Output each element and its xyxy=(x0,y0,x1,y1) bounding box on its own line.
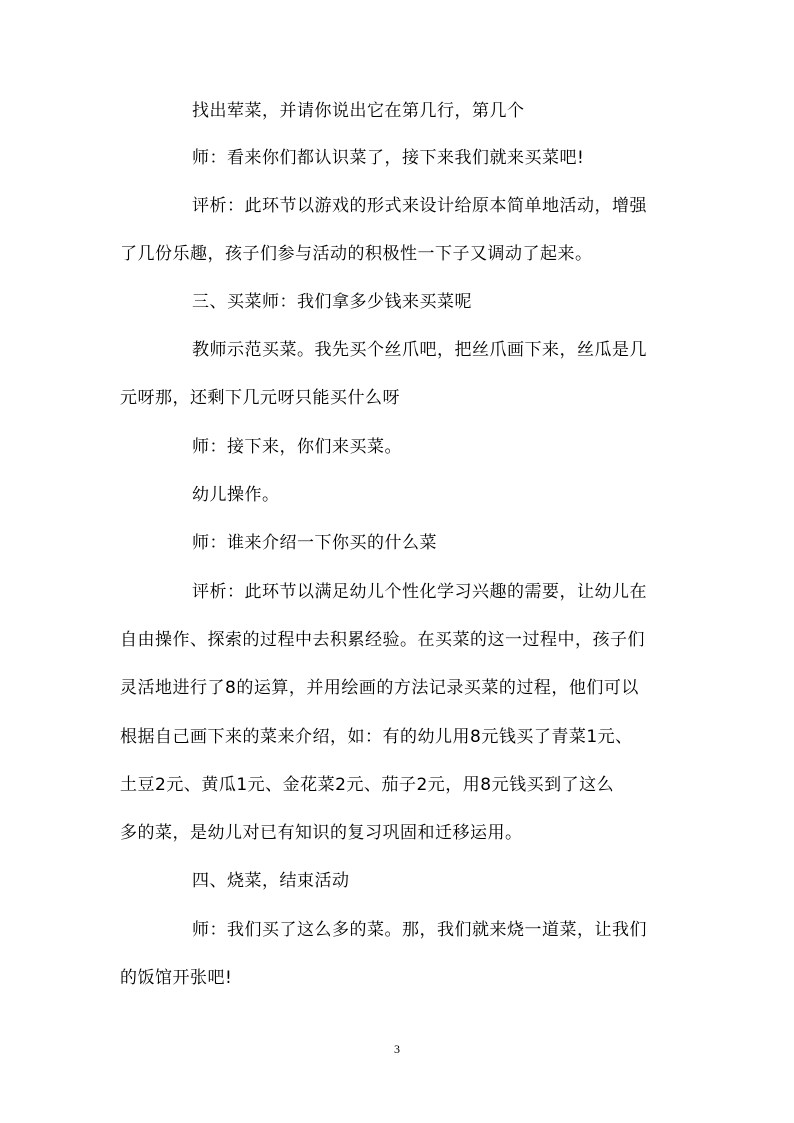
paragraph-line: 自由操作、探索的过程中去积累经验。在买菜的这一过程中，孩子们 xyxy=(120,630,645,650)
paragraph-line: 元呀那，还剩下几元呀只能买什么呀 xyxy=(120,388,400,408)
paragraph-line: 师：看来你们都认识菜了，接下来我们就来买菜吧! xyxy=(192,148,585,168)
paragraph-line: 教师示范买菜。我先买个丝爪吧，把丝爪画下来，丝瓜是几 xyxy=(192,340,647,360)
paragraph-line: 师：我们买了这么多的菜。那，我们就来烧一道菜，让我们 xyxy=(192,920,647,940)
paragraph-line: 找出荤菜，并请你说出它在第几行，第几个 xyxy=(192,101,525,121)
section-heading: 四、烧菜，结束活动 xyxy=(192,871,350,891)
paragraph-line: 幼儿操作。 xyxy=(192,485,280,505)
paragraph-line: 根据自己画下来的菜来介绍，如：有的幼儿用8元钱买了青菜1元、 xyxy=(120,727,633,747)
paragraph-line: 评析：此环节以游戏的形式来设计给原本简单地活动，增强 xyxy=(192,196,647,216)
page-number: 3 xyxy=(394,1042,400,1056)
paragraph-line: 师：谁来介绍一下你买的什么菜 xyxy=(192,533,437,553)
paragraph-line: 的饭馆开张吧! xyxy=(120,968,233,988)
paragraph-line: 师：接下来，你们来买菜。 xyxy=(192,437,402,457)
section-heading: 三、买菜师：我们拿多少钱来买菜呢 xyxy=(192,292,472,312)
paragraph-line: 灵活地进行了8的运算，并用绘画的方法记录买菜的过程，他们可以 xyxy=(120,678,639,698)
paragraph-line: 评析：此环节以满足幼儿个性化学习兴趣的需要，让幼儿在 xyxy=(192,582,647,602)
paragraph-line: 土豆2元、黄瓜1元、金花菜2元、茄子2元，用8元钱买到了这么 xyxy=(120,775,615,795)
paragraph-line: 了几份乐趣，孩子们参与活动的积极性一下子又调动了起来。 xyxy=(120,244,593,264)
paragraph-line: 多的菜，是幼儿对已有知识的复习巩固和迁移运用。 xyxy=(120,823,523,843)
